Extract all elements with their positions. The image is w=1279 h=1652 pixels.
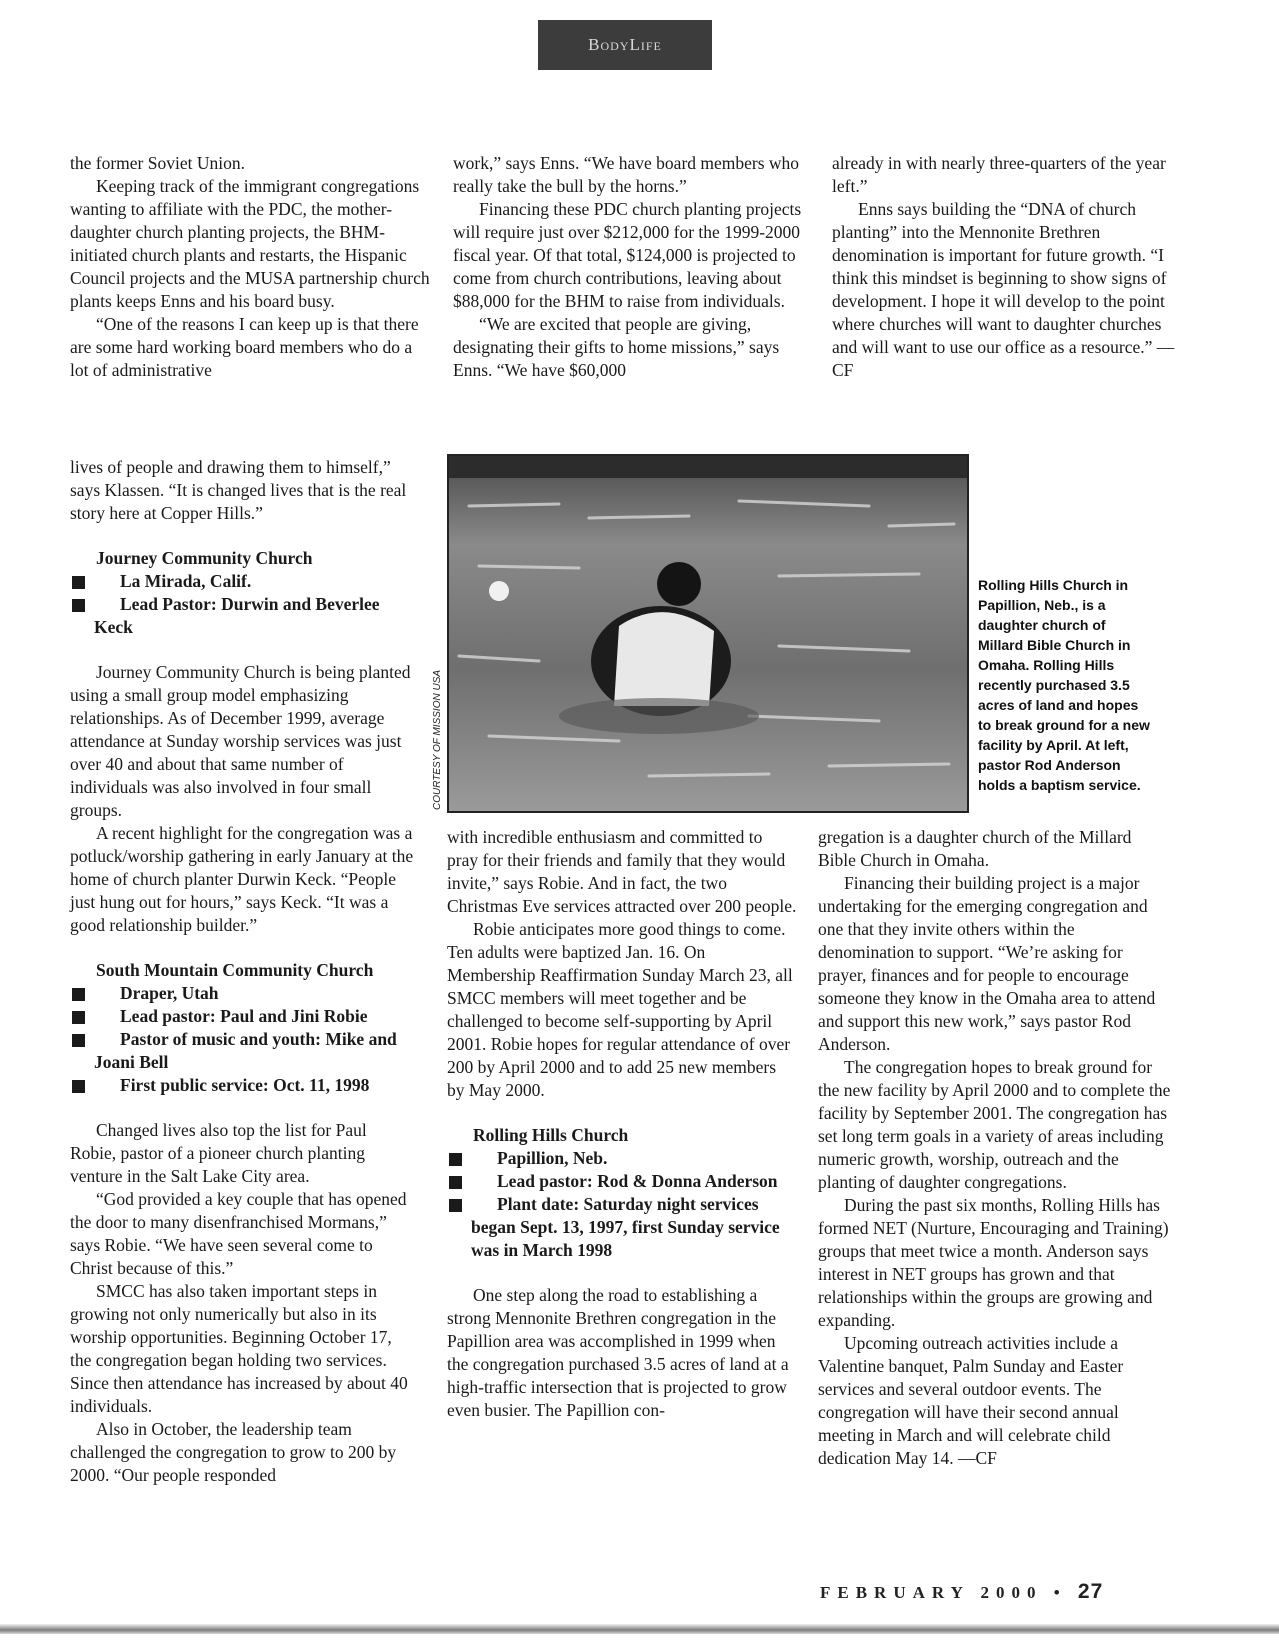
bullet-item: Pastor of music and youth: Mike and Joani Bell xyxy=(70,1028,415,1074)
paragraph: already in with nearly three-quarters of the year left.” xyxy=(832,153,1166,196)
bullet-item: Papillion, Neb. xyxy=(447,1147,797,1170)
church-heading-smcc: South Mountain Community Church xyxy=(96,960,374,980)
paragraph: Journey Community Church is being planted using a small group model emphasizing relationships. As of December 1999, average attendance at Sunday worship services was just over 40 and about that same number of individuals was also involved in four small groups. xyxy=(70,662,411,820)
paragraph: with incredible enthusiasm and committed to pray for their friends and family that they would invite,” says Robie. And in fact, the two Christmas Eve services attracted over 200 people. xyxy=(447,827,797,916)
top-column-3 xyxy=(832,152,1187,382)
middle-column xyxy=(447,826,797,1422)
paragraph: gregation is a daughter church of the Millard Bible Church in Omaha. xyxy=(818,827,1132,870)
paragraph: “We are excited that people are giving, designating their gifts to home missions,” says Enns. “We have $60,000 xyxy=(453,314,780,380)
bullet-item: Lead pastor: Rod & Donna Anderson xyxy=(447,1170,797,1193)
paragraph: One step along the road to establishing a strong Mennonite Brethren congregation in the Papillion area was accomplished in 1999 when the congregation purchased 3.5 acres of land at a high-traffic intersection that is projected to grow even busier. The Papillion con- xyxy=(447,1285,789,1420)
page-number: 27 xyxy=(1077,1580,1104,1603)
paragraph: SMCC has also taken important steps in growing not only numerically but also in its worship opportunities. Beginning October 17, the congregation began holding two services. Since then attendance has increased by about 40 individuals. xyxy=(70,1281,408,1416)
issue-date: FEBRUARY 2000 xyxy=(820,1583,1043,1602)
page-footer xyxy=(820,1580,1190,1604)
top-column-1 xyxy=(70,152,432,382)
bullet-item: Plant date: Saturday night services began Sept. 13, 1997, first Sunday service was in March 1998 xyxy=(447,1193,797,1262)
paragraph: During the past six months, Rolling Hills has formed NET (Nurture, Encouraging and Training) groups that meet twice a month. Anderson says interest in NET groups has grown and that relationships within the groups are growing and expanding. xyxy=(818,1195,1169,1330)
paragraph: A recent highlight for the congregation was a potluck/worship gathering in early January at the home of church planter Durwin Keck. “People just hung out for hours,” says Keck. “It was a good relationship builder.” xyxy=(70,823,414,935)
paragraph: “One of the reasons I can keep up is that there are some hard working board members who do a lot of administrative xyxy=(70,314,419,380)
bullet-item: Lead Pastor: Durwin and Beverlee Keck xyxy=(70,593,415,639)
baptism-photo xyxy=(447,454,969,813)
left-column xyxy=(70,456,415,1487)
bottom-rule xyxy=(0,1624,1279,1634)
bullet-item: Lead pastor: Paul and Jini Robie xyxy=(70,1005,415,1028)
paragraph: Enns says building the “DNA of church planting” into the Mennonite Brethren denomination is important for future growth. “I think this mindset is beginning to show signs of development. I hope it will develop to the point where churches will want to daughter churches and will want to use our office as a resource.” —CF xyxy=(832,199,1175,380)
paragraph: Robie anticipates more good things to come. Ten adults were baptized Jan. 16. On Membership Reaffirmation Sunday March 23, all SMCC members will meet together and be challenged to become self-supporting by April 2001. Robie hopes for regular attendance of over 200 by April 2000 and to add 25 new members by May 2000. xyxy=(447,919,793,1100)
paragraph: The congregation hopes to break ground for the new facility by April 2000 and to complete the facility by September 2001. The congregation has set long term goals in a variety of areas including numeric growth, worship, outreach and the planting of daughter congregations. xyxy=(818,1057,1171,1192)
section-header: BodyLife xyxy=(538,20,712,70)
church-heading-rolling-hills: Rolling Hills Church xyxy=(473,1125,629,1145)
paragraph: lives of people and drawing them to himself,” says Klassen. “It is changed lives that is the real story here at Copper Hills.” xyxy=(70,457,407,523)
paragraph: Keeping track of the immigrant congregations wanting to affiliate with the PDC, the mother-daughter church planting projects, the BHM-initiated church plants and restarts, the Hispanic Council projects and the MUSA partnership church plants keeps Enns and his board busy. xyxy=(70,176,430,311)
paragraph: Upcoming outreach activities include a Valentine banquet, Palm Sunday and Easter services and several outdoor events. The congregation will have their second annual meeting in March and will celebrate child dedication May 14. —CF xyxy=(818,1333,1124,1468)
photo-caption: Rolling Hills Church in Papillion, Neb., is a daughter church of Millard Bible Church in Omaha. Rolling Hills recently purchased 3.5 acres of land and hopes to break ground for a new facility by April. At left, pastor Rod Anderson holds a baptism service. xyxy=(978,577,1150,793)
bullet-item: First public service: Oct. 11, 1998 xyxy=(70,1074,415,1097)
paragraph: work,” says Enns. “We have board members who really take the bull by the horns.” xyxy=(453,153,800,196)
paragraph: Financing their building project is a major undertaking for the emerging congregation and one that they invite others within the denomination to support. “We’re asking for prayer, finances and for people to encourage someone they know in the Omaha area to attend and support this new work,” says pastor Rod Anderson. xyxy=(818,873,1156,1054)
bullet-item: La Mirada, Calif. xyxy=(70,570,415,593)
paragraph: Financing these PDC church planting projects will require just over $212,000 for the 1999-2000 fiscal year. Of that total, $124,000 is projected to come from church contributions, leaving about $88,000 for the BHM to raise from individuals. xyxy=(453,199,802,311)
church-heading-journey: Journey Community Church xyxy=(96,548,313,568)
paragraph: Changed lives also top the list for Paul Robie, pastor of a pioneer church planting venture in the Salt Lake City area. xyxy=(70,1120,367,1186)
top-column-2 xyxy=(453,152,803,382)
paragraph: the former Soviet Union. xyxy=(70,153,245,173)
right-column xyxy=(818,826,1173,1470)
footer-separator: • xyxy=(1053,1583,1067,1602)
bullet-item: Draper, Utah xyxy=(70,982,415,1005)
photo-credit: COURTESY OF MISSION USA xyxy=(432,669,443,810)
paragraph: Also in October, the leadership team challenged the congregation to grow to 200 by 2000. “Our people responded xyxy=(70,1419,397,1485)
photo-image xyxy=(449,456,967,811)
paragraph: “God provided a key couple that has opened the door to many disenfranchised Mormans,” says Robie. “We have seen several come to Christ because of this.” xyxy=(70,1189,407,1278)
